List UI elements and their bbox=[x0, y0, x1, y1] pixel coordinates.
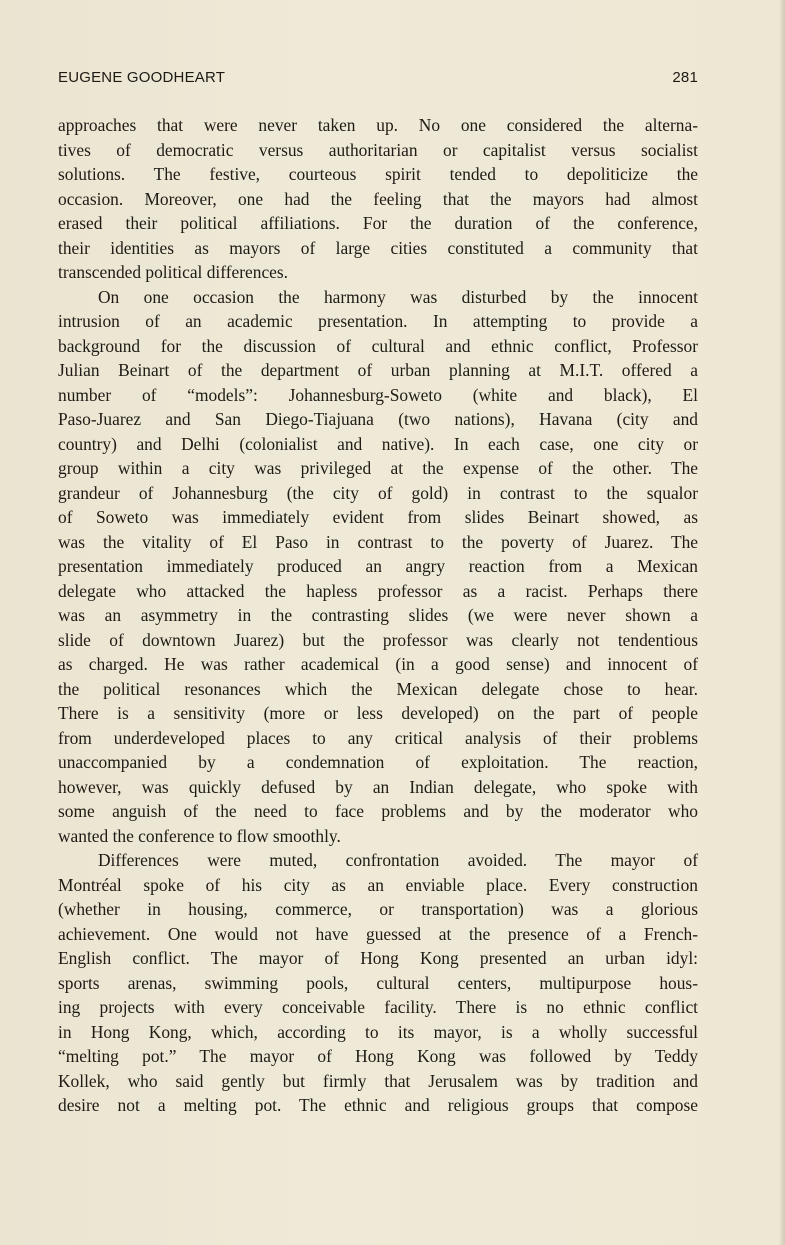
text-line: however, was quickly defused by an Indian delegate, who spoke with bbox=[58, 776, 698, 797]
text-line: from underdeveloped places to any critical analysis of their problems bbox=[58, 727, 698, 748]
text-line: their identities as mayors of large cities constituted a community that bbox=[58, 237, 698, 258]
running-header bbox=[58, 69, 698, 86]
text-line: Paso-Juarez and San Diego-Tiajuana (two nations), Havana (city and bbox=[58, 409, 698, 429]
text-line: Differences were muted, confrontation avoided. The mayor of bbox=[98, 850, 698, 870]
text-line: intrusion of an academic presentation. In attempting to provide a bbox=[58, 311, 698, 331]
text-line: approaches that were never taken up. No one considered the alterna- bbox=[58, 115, 698, 135]
text-line: background for the discussion of cultural and ethnic conflict, Professor bbox=[58, 335, 698, 356]
text-line: grandeur of Johannesburg (the city of gold) in contrast to the squalor bbox=[58, 482, 698, 503]
text-line: of Soweto was immediately evident from slides Beinart showed, as bbox=[58, 507, 698, 527]
text-line: ing projects with every conceivable facility. There is no ethnic conflict bbox=[58, 997, 698, 1017]
text-line: On one occasion the harmony was disturbed by the innocent bbox=[98, 286, 698, 307]
header-author: EUGENE GOODHEART bbox=[58, 69, 226, 86]
body-text bbox=[58, 113, 698, 1118]
text-line: country) and Delhi (colonialist and native). In each case, one city or bbox=[58, 433, 698, 454]
text-line: was an asymmetry in the contrasting slides (we were never shown a bbox=[58, 605, 698, 625]
text-line: achievement. One would not have guessed at the presence of a French- bbox=[58, 923, 698, 944]
text-line: English conflict. The mayor of Hong Kong presented an urban idyl: bbox=[58, 948, 698, 968]
text-line: Kollek, who said gently but firmly that Jerusalem was by tradition and bbox=[58, 1070, 698, 1091]
text-line: transcended political differences. bbox=[58, 262, 289, 282]
text-line: slide of downtown Juarez) but the professor was clearly not tendentious bbox=[58, 629, 698, 650]
text-line: number of “models”: Johannesburg-Soweto (white and black), El bbox=[58, 384, 698, 405]
text-line: in Hong Kong, which, according to its mayor, is a wholly successful bbox=[58, 1021, 698, 1042]
text-line: some anguish of the need to face problems and by the moderator who bbox=[58, 801, 698, 821]
text-line: unaccompanied by a condemnation of exploitation. The reaction, bbox=[58, 752, 698, 772]
text-line: presentation immediately produced an angry reaction from a Mexican bbox=[58, 556, 698, 576]
text-line: erased their political affiliations. For the duration of the conference, bbox=[58, 213, 698, 233]
page-edge-shadow bbox=[779, 0, 785, 1245]
text-line: Julian Beinart of the department of urban planning at M.I.T. offered a bbox=[58, 360, 698, 380]
text-line: as charged. He was rather academical (in a good sense) and innocent of bbox=[58, 654, 698, 674]
text-line: “melting pot.” The mayor of Hong Kong was followed by Teddy bbox=[58, 1046, 698, 1066]
text-line: occasion. Moreover, one had the feeling that the mayors had almost bbox=[58, 188, 698, 209]
text-line: (whether in housing, commerce, or transportation) was a glorious bbox=[58, 899, 698, 919]
text-line: tives of democratic versus authoritarian or capitalist versus socialist bbox=[58, 139, 698, 160]
page-number: 281 bbox=[672, 69, 698, 86]
text-line: wanted the conference to flow smoothly. bbox=[58, 825, 341, 846]
text-line: was the vitality of El Paso in contrast to the poverty of Juarez. The bbox=[58, 531, 698, 552]
text-line: Montréal spoke of his city as an enviable place. Every construction bbox=[58, 874, 698, 895]
text-line: delegate who attacked the hapless professor as a racist. Perhaps there bbox=[58, 580, 698, 601]
text-line: group within a city was privileged at the expense of the other. The bbox=[58, 458, 698, 478]
text-line: the political resonances which the Mexican delegate chose to hear. bbox=[58, 678, 698, 699]
text-line: desire not a melting pot. The ethnic and religious groups that compose bbox=[58, 1095, 698, 1115]
text-line: There is a sensitivity (more or less developed) on the part of people bbox=[58, 703, 698, 723]
text-line: sports arenas, swimming pools, cultural centers, multipurpose hous- bbox=[58, 972, 698, 993]
text-line: solutions. The festive, courteous spirit tended to depoliticize the bbox=[58, 164, 698, 184]
